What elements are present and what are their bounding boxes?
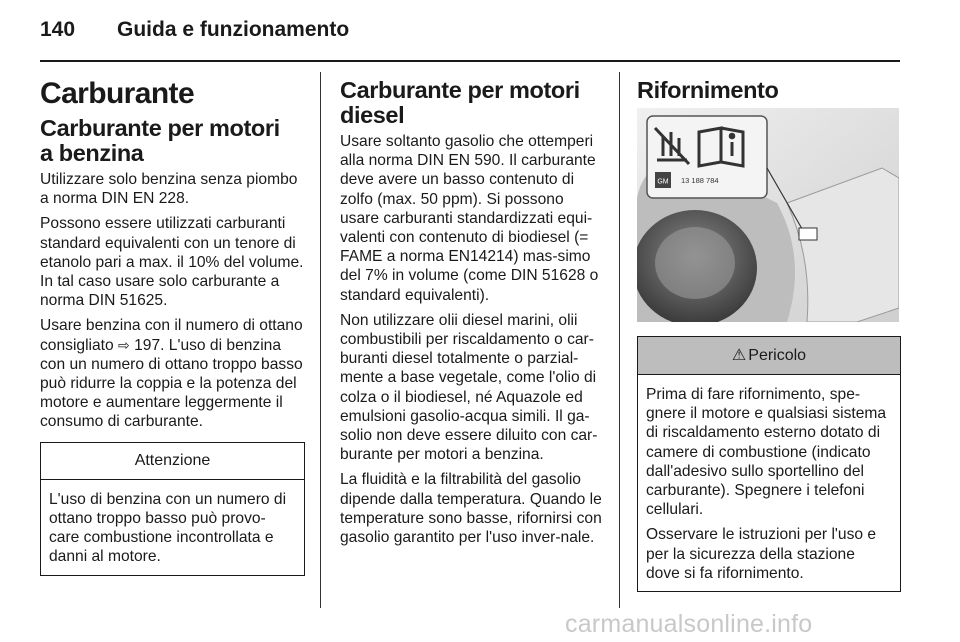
subsection-title-line1: Carburante per motori bbox=[340, 77, 580, 103]
subsection-title-line2: diesel bbox=[340, 102, 405, 128]
danger-title: Pericolo bbox=[748, 347, 807, 364]
subsection-title-petrol bbox=[40, 116, 305, 166]
running-title: Guida e funzionamento bbox=[117, 18, 350, 41]
caution-box bbox=[40, 442, 305, 576]
column-refuelling bbox=[637, 72, 902, 107]
fuel-door-illustration bbox=[637, 108, 899, 322]
subsection-title-line1: Carburante per motori bbox=[40, 115, 280, 141]
danger-text: Osservare le istruzioni per l'uso e per la sicurezza della stazione dove si fa rifornimento. bbox=[646, 526, 877, 582]
paragraph: Utilizzare solo benzina senza piombo a norma DIN EN 228. bbox=[40, 171, 298, 208]
subsection-title-line2: a benzina bbox=[40, 140, 144, 166]
paragraph: Usare soltanto gasolio che ottemperi alla norma DIN EN 590. Il carburante deve avere un basso contenuto di zolfo (max. 50 ppm). Si possono usare carburanti standardizzati equi-valenti con contenuto di biodiesel (= FAME a norma EN14214) mas-simo del 7% in volume (come DIN 51628 o standard equivalenti). bbox=[340, 133, 599, 304]
part-number-text: 13 188 784 bbox=[681, 176, 719, 185]
caution-title: Attenzione bbox=[41, 443, 304, 480]
paragraph: Non utilizzare olii diesel marini, olii combustibili per riscaldamento o car-buranti diesel totalmente o parzial-mente a base vegetale, come l'olio di colza o il biodiesel, né Aquazole ed emulsioni gasolio-acqua simili. Il ga-solio non deve essere diluito con car-burante per motori a benzina. bbox=[340, 311, 598, 464]
flap-sticker-icon bbox=[799, 228, 817, 240]
subsection-title-diesel bbox=[340, 78, 605, 128]
fuel-flap-drawing bbox=[637, 108, 899, 322]
danger-text: Prima di fare rifornimento, spe-gnere il motore e qualsiasi sistema di riscaldamento esterno dotato di camere di combustione (indicato dall'adesivo sullo sportellino del carburante). Spegnere i telefoni cellulari. bbox=[646, 386, 887, 519]
subsection-title-refuelling: Rifornimento bbox=[637, 77, 779, 103]
header-rule bbox=[40, 60, 900, 62]
page-reference-link[interactable]: 197 bbox=[134, 336, 161, 354]
paragraph: Possono essere utilizzati carburanti standard equivalenti con un tenore di etanolo pari a max. il 10% del volume. In tal caso usare solo carburante a norma DIN 51625. bbox=[40, 215, 304, 310]
paragraph-text: Usare benzina con il numero di ottano consigliato bbox=[40, 317, 303, 354]
section-title: Carburante bbox=[40, 77, 195, 110]
paragraph-octane bbox=[40, 316, 305, 431]
watermark: carmanualsonline.info bbox=[565, 610, 813, 638]
paragraph: La fluidità e la filtrabilità del gasolio dipende dalla temperatura. Quando le temperature sono basse, rifornirsi con gasolio garantito per l'uso inver-nale. bbox=[340, 471, 602, 547]
gm-badge-text: GM bbox=[657, 178, 669, 186]
page-ref-arrow-icon: ⇨ bbox=[118, 336, 130, 353]
caution-text: L'uso di benzina con un numero di ottano troppo basso può provo-care combustione incontrollata e danni al motore. bbox=[49, 490, 287, 566]
danger-box bbox=[637, 336, 901, 592]
page-number: 140 bbox=[40, 18, 76, 41]
danger-header bbox=[638, 337, 900, 375]
column-divider bbox=[320, 72, 321, 608]
paragraph-text: . L'uso di benzina con un numero di ottano troppo basso può ridurre la coppia e la potenza del motore e aumentare leggermente il consumo di carburante. bbox=[40, 336, 303, 431]
column-petrol bbox=[40, 72, 305, 576]
warning-triangle-icon: ⚠ bbox=[731, 347, 747, 364]
column-diesel bbox=[340, 72, 605, 553]
column-divider bbox=[619, 72, 620, 608]
page-header bbox=[40, 18, 900, 62]
